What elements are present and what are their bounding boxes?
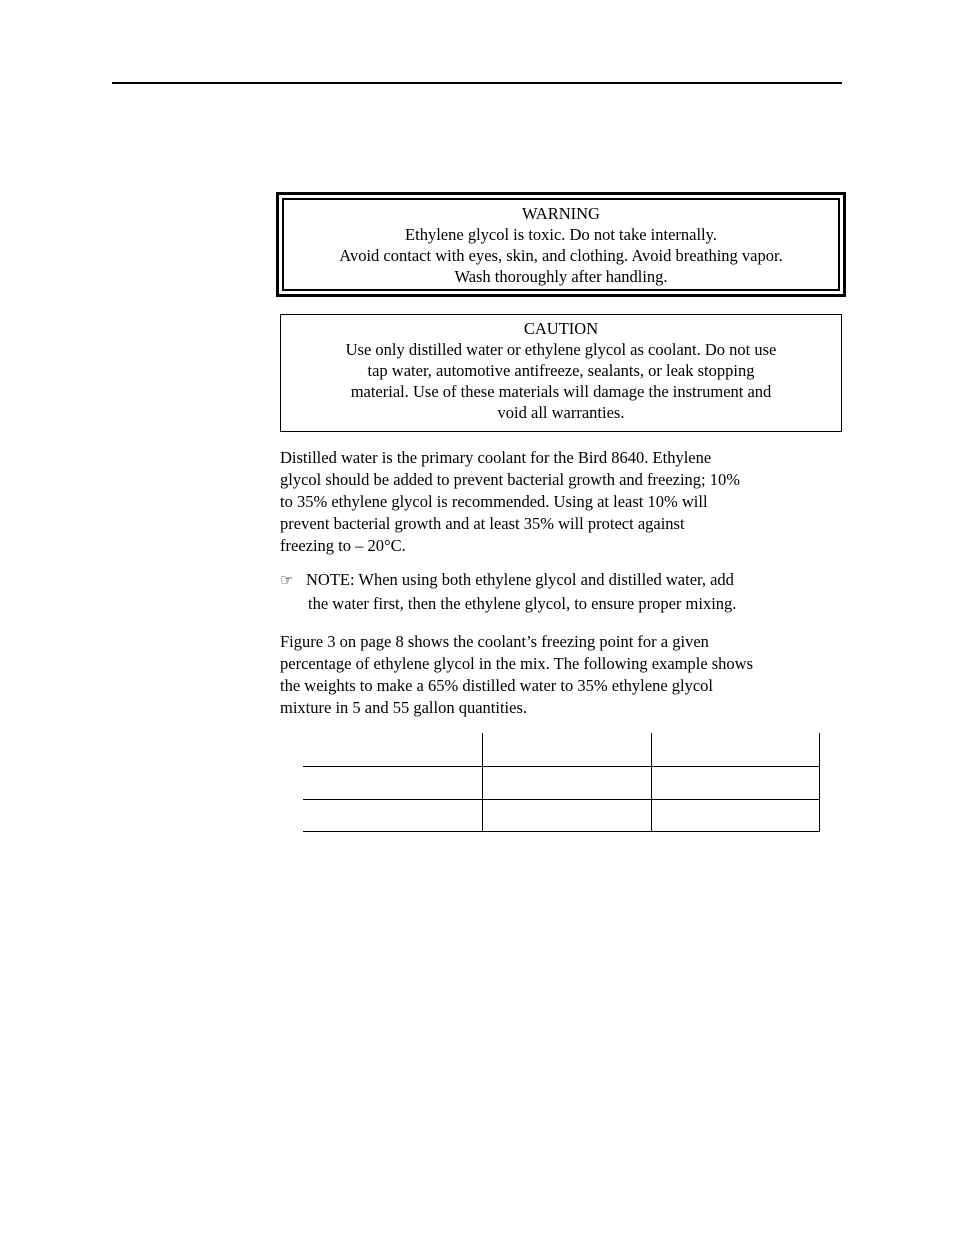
caution-title: CAUTION — [523, 319, 599, 338]
table-row-divider — [303, 799, 820, 800]
table-column-divider — [482, 733, 483, 832]
warning-line: Ethylene glycol is toxic. Do not take internally. — [405, 225, 717, 244]
warning-box-inner — [282, 198, 840, 291]
warning-line: Avoid contact with eyes, skin, and clothing. Avoid breathing vapor. — [339, 246, 783, 265]
caution-line: tap water, automotive antifreeze, sealants, or leak stopping — [367, 361, 755, 380]
warning-box — [276, 192, 846, 297]
paragraph-line: freezing to – 20°C. — [280, 536, 406, 555]
paragraph-line: glycol should be added to prevent bacterial growth and freezing; 10% — [280, 470, 741, 489]
table-bottom-rule — [303, 831, 820, 832]
pointing-hand-icon: ☞ — [280, 571, 294, 589]
warning-title: WARNING — [522, 204, 600, 223]
table-row-divider — [303, 766, 820, 767]
caution-box — [280, 314, 842, 432]
warning-line: Wash thoroughly after handling. — [454, 267, 668, 286]
paragraph-line: percentage of ethylene glycol in the mix. The following example shows — [280, 654, 754, 673]
caution-line: Use only distilled water or ethylene glycol as coolant. Do not use — [345, 340, 777, 359]
note-text: NOTE: When using both ethylene glycol and distilled water, add — [306, 570, 734, 589]
paragraph-line: Distilled water is the primary coolant for the Bird 8640. Ethylene — [280, 448, 712, 467]
note-text: the water first, then the ethylene glycol, to ensure proper mixing. — [308, 594, 737, 613]
caution-line: void all warranties. — [497, 403, 625, 422]
paragraph-line: Figure 3 on page 8 shows the coolant’s freezing point for a given — [280, 632, 709, 651]
note-first-line — [280, 568, 845, 592]
table-column-divider — [651, 733, 652, 832]
header-rule — [112, 82, 842, 84]
weights-table — [303, 733, 820, 832]
paragraph-line: to 35% ethylene glycol is recommended. Using at least 10% will — [280, 492, 708, 511]
paragraph-line: the weights to make a 65% distilled water to 35% ethylene glycol — [280, 676, 714, 695]
table-right-rule — [819, 733, 820, 832]
freezing-point-paragraph — [280, 631, 845, 719]
note — [280, 568, 845, 616]
caution-line: material. Use of these materials will damage the instrument and — [350, 382, 772, 401]
coolant-paragraph — [280, 447, 845, 557]
paragraph-line: mixture in 5 and 55 gallon quantities. — [280, 698, 528, 717]
paragraph-line: prevent bacterial growth and at least 35% will protect against — [280, 514, 685, 533]
